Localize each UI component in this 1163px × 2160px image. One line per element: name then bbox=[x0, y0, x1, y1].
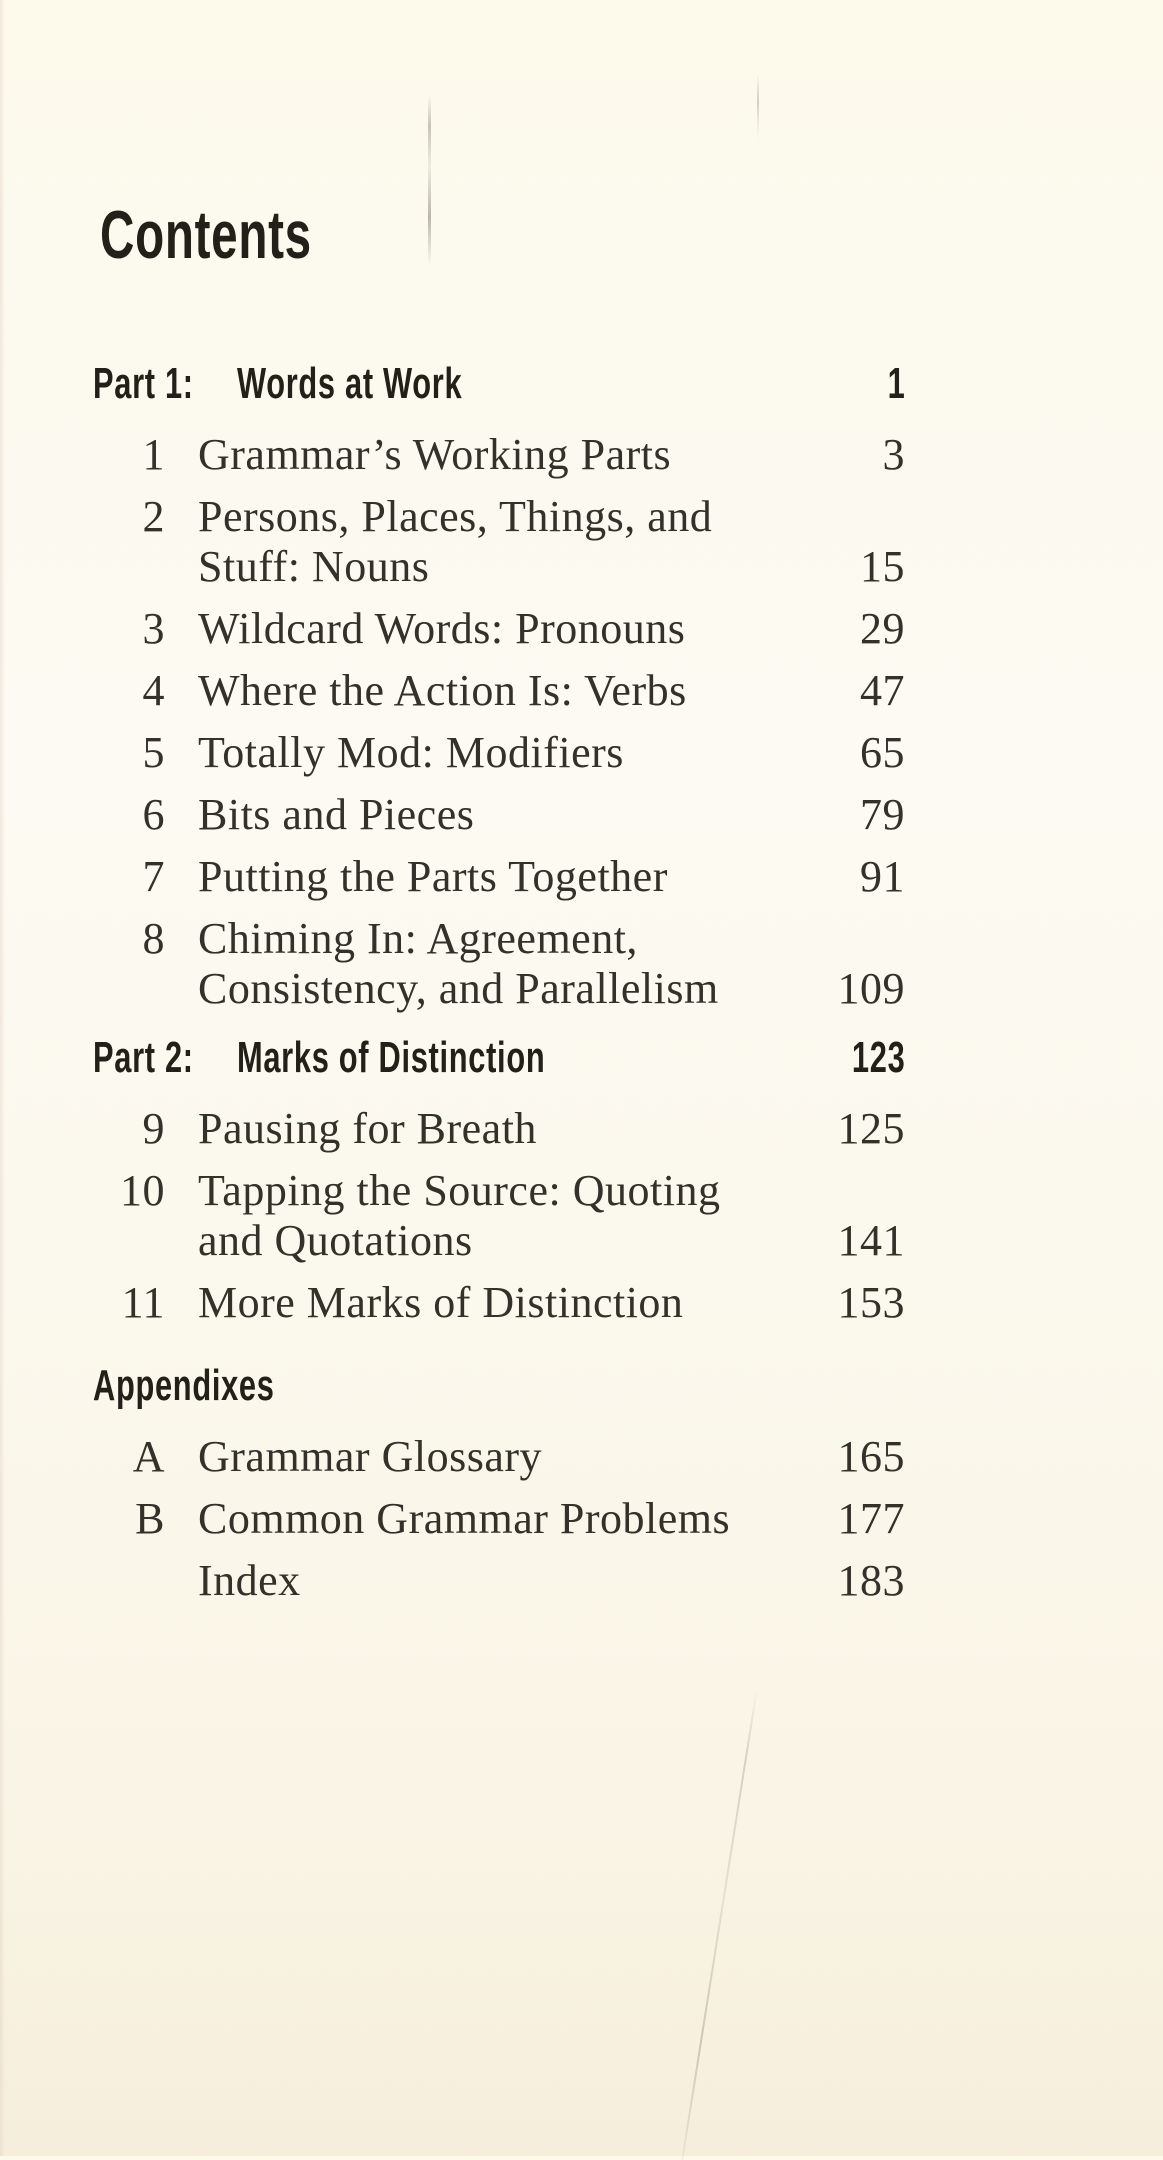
chapter-page-number: 3 bbox=[882, 430, 905, 479]
chapter-title: Chiming In: Agreement, Consistency, and Parallelism bbox=[198, 914, 719, 1013]
part-2-label: Part 2: bbox=[93, 1033, 194, 1082]
index-page-number: 183 bbox=[837, 1556, 905, 1605]
chapter-page-number: 91 bbox=[860, 852, 905, 901]
toc-entry-index bbox=[100, 1556, 905, 1606]
appendix-page-number: 165 bbox=[837, 1432, 905, 1481]
chapter-number: 8 bbox=[142, 914, 165, 963]
chapter-title: Persons, Places, Things, and Stuff: Nouns bbox=[198, 492, 713, 591]
toc-section-appendixes bbox=[93, 1361, 905, 1606]
chapter-number: 9 bbox=[142, 1104, 165, 1153]
chapter-title: Totally Mod: Modifiers bbox=[198, 728, 624, 777]
appendix-title: Grammar Glossary bbox=[198, 1432, 543, 1481]
toc-entry-ch7 bbox=[100, 852, 905, 902]
toc-section-part-1 bbox=[93, 359, 905, 1014]
chapter-title: Wildcard Words: Pronouns bbox=[198, 604, 686, 653]
scan-artifact-page-crease bbox=[681, 1688, 758, 2160]
chapter-title: Pausing for Breath bbox=[198, 1104, 537, 1153]
part-1-page-number: 1 bbox=[887, 359, 905, 408]
appendix-letter: B bbox=[135, 1494, 165, 1543]
chapter-page-number: 47 bbox=[860, 666, 905, 715]
index-title: Index bbox=[198, 1556, 301, 1605]
toc-entry-appendix-b bbox=[100, 1494, 905, 1544]
chapter-page-number: 79 bbox=[860, 790, 905, 839]
chapter-page-number: 109 bbox=[837, 964, 905, 1013]
chapter-number: 5 bbox=[142, 728, 165, 777]
chapter-title: More Marks of Distinction bbox=[198, 1278, 684, 1327]
appendixes-label: Appendixes bbox=[93, 1361, 275, 1410]
toc-entry-appendix-a bbox=[100, 1432, 905, 1482]
chapter-page-number: 29 bbox=[860, 604, 905, 653]
chapter-title: Tapping the Source: Quoting and Quotations bbox=[198, 1166, 721, 1265]
chapter-number: 4 bbox=[142, 666, 165, 715]
chapter-number: 6 bbox=[142, 790, 165, 839]
toc-entry-ch2 bbox=[100, 492, 905, 592]
chapter-page-number: 153 bbox=[837, 1278, 905, 1327]
chapter-title: Grammar’s Working Parts bbox=[198, 430, 672, 479]
toc-section-part-2 bbox=[93, 1033, 905, 1328]
toc-entry-ch1 bbox=[100, 430, 905, 480]
appendix-page-number: 177 bbox=[837, 1494, 905, 1543]
chapter-page-number: 125 bbox=[837, 1104, 905, 1153]
toc-entry-ch8 bbox=[100, 914, 905, 1014]
part-2-title: Marks of Distinction bbox=[236, 1033, 546, 1082]
chapter-number: 3 bbox=[142, 604, 165, 653]
chapter-number: 7 bbox=[142, 852, 165, 901]
appendix-title: Common Grammar Problems bbox=[198, 1494, 731, 1543]
chapter-page-number: 65 bbox=[860, 728, 905, 777]
appendix-letter: A bbox=[132, 1432, 165, 1481]
toc-entry-ch11 bbox=[100, 1278, 905, 1328]
page-title: Contents bbox=[100, 197, 312, 273]
chapter-page-number: 141 bbox=[837, 1216, 905, 1265]
toc-entry-ch10 bbox=[100, 1166, 905, 1266]
chapter-page-number: 15 bbox=[860, 542, 905, 591]
toc-entry-ch3 bbox=[100, 604, 905, 654]
chapter-title: Where the Action Is: Verbs bbox=[198, 666, 687, 715]
toc-entry-ch5 bbox=[100, 728, 905, 778]
chapter-number: 1 bbox=[142, 430, 165, 479]
chapter-title: Putting the Parts Together bbox=[198, 852, 668, 901]
part-2-page-number: 123 bbox=[851, 1033, 905, 1082]
chapter-number: 2 bbox=[142, 492, 165, 541]
chapter-number: 10 bbox=[120, 1166, 165, 1215]
toc-entry-ch4 bbox=[100, 666, 905, 716]
part-2-heading bbox=[93, 1033, 905, 1082]
chapter-number: 11 bbox=[121, 1278, 165, 1327]
chapter-title: Bits and Pieces bbox=[198, 790, 475, 839]
part-1-label: Part 1: bbox=[93, 359, 194, 408]
part-1-title: Words at Work bbox=[236, 359, 463, 408]
part-1-heading bbox=[93, 359, 905, 408]
appendixes-heading bbox=[93, 1361, 905, 1410]
toc-entry-ch6 bbox=[100, 790, 905, 840]
toc-entry-ch9 bbox=[100, 1104, 905, 1154]
